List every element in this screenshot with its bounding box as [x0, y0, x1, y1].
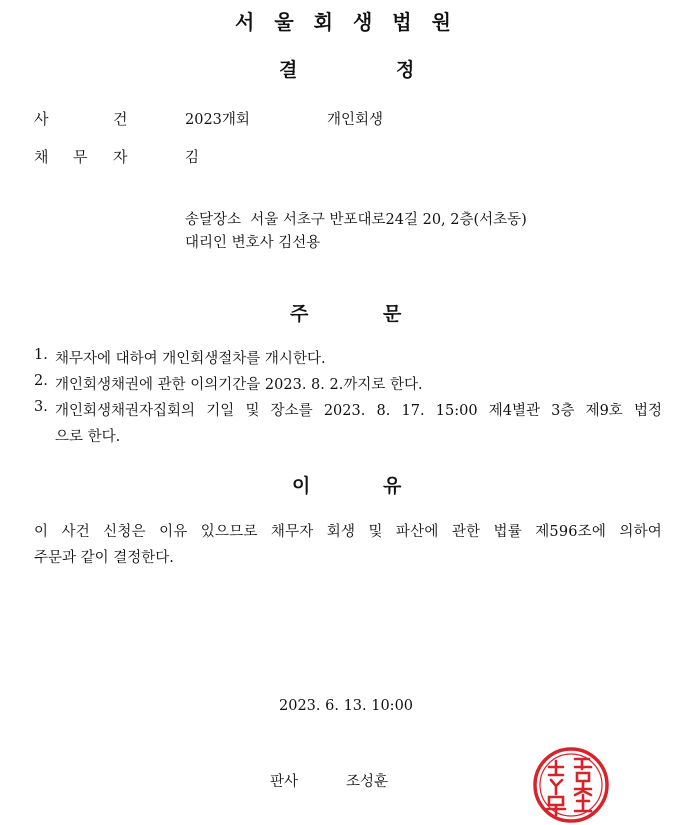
case-label-2: 건 — [113, 110, 128, 128]
court-name: 서울회생법원 — [235, 10, 471, 34]
decision-date: 2023. 6. 13. 10:00 — [279, 698, 414, 714]
order-item-num: 3. — [34, 399, 48, 415]
debtor-name: 김 — [185, 150, 200, 166]
reason-line-1: 이 사건 신청은 이유 있으므로 채무자 회생 및 파산에 관한 법률 제596조에 의하여 — [34, 524, 662, 540]
doc-title-left: 결 — [279, 59, 298, 81]
doc-title-right: 정 — [396, 59, 415, 81]
case-type: 개인회생 — [327, 112, 384, 128]
reason-heading-right: 유 — [383, 475, 402, 497]
order-heading-left: 주 — [290, 303, 309, 325]
debtor-label-2: 무 — [73, 148, 88, 166]
order-item-text: 개인회생채권자집회의 기일 및 장소를 2023. 8. 17. 15:00 제4별관 3층 제9호 법정 — [55, 403, 662, 419]
debtor-label-3: 자 — [113, 148, 128, 166]
reason-line-2: 주문과 같이 결정한다. — [34, 550, 174, 566]
order-item-continuation: 으로 한다. — [55, 429, 121, 445]
order-item-text: 개인회생채권에 관한 이의기간을 2023. 8. 2.까지로 한다. — [55, 377, 423, 393]
judge-name: 조성훈 — [346, 774, 389, 790]
judge-seal-icon — [531, 745, 611, 825]
order-item-num: 1. — [34, 347, 48, 363]
service-address: 송달장소 서울 서초구 반포대로24길 20, 2층(서초동) — [185, 212, 527, 228]
debtor-label-1: 채 — [34, 148, 49, 166]
reason-heading-left: 이 — [292, 475, 311, 497]
order-item-text: 채무자에 대하여 개인회생절차를 개시한다. — [55, 351, 326, 367]
agent: 대리인 변호사 김선용 — [185, 235, 321, 251]
judge-title: 판사 — [270, 774, 299, 790]
order-heading-right: 문 — [383, 303, 402, 325]
case-label-1: 사 — [34, 110, 49, 128]
case-number: 2023개회 — [185, 112, 250, 128]
order-item-num: 2. — [34, 373, 48, 389]
